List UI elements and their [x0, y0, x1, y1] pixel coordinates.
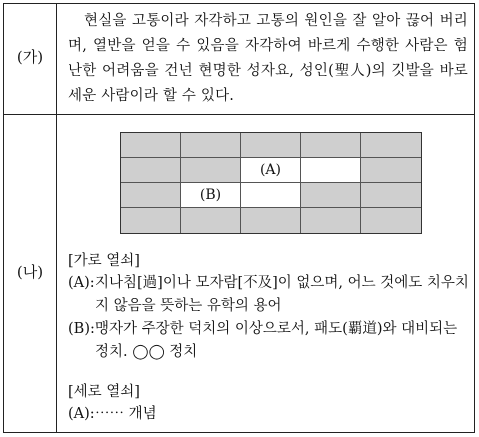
grid-cell-shaded	[241, 208, 301, 233]
grid-cell-shaded	[121, 183, 181, 208]
grid-cell-shaded	[361, 208, 421, 233]
label-column-divider	[56, 4, 57, 432]
clue-key: (A):	[68, 275, 95, 291]
down-clues-heading: [세로 열쇠]	[68, 384, 140, 400]
grid-cell-shaded	[121, 133, 181, 158]
passage-ga-text: 현실을 고통이라 자각하고 고통의 원인을 잘 알아 끊어 버리며, 열반을 얻을 수 있음을 자각하여 바르게 수행한 사람은 험난한 어려움을 건넌 현명한 성자요, 성인(聖人)의 깃발을 바로 세운 사람이라 할 수 있다.	[68, 13, 468, 104]
clue-text: 맹자가 주장한 덕치의 이상으로서, 패도(覇道)와 대비되는 정치. ◯◯ 정치	[95, 321, 458, 360]
table-frame	[3, 3, 475, 433]
grid-cell-blank: (A)	[241, 158, 301, 183]
grid-cell-shaded	[121, 208, 181, 233]
grid-cell-shaded	[241, 133, 301, 158]
clue-section	[68, 250, 473, 426]
grid-cell-shaded	[301, 133, 361, 158]
row-divider	[4, 114, 474, 115]
crossword-grid	[120, 132, 422, 234]
grid-cell-blank	[241, 183, 301, 208]
grid-cell-blank	[301, 158, 361, 183]
grid-cell-shaded	[121, 158, 181, 183]
down-clue-a	[68, 403, 473, 426]
row-label-na: (나)	[16, 263, 44, 281]
grid-cell-shaded	[181, 158, 241, 183]
clue-key: (A):	[68, 406, 95, 422]
grid-cell-shaded	[361, 133, 421, 158]
clue-key: (B):	[68, 321, 95, 337]
across-clue-a	[68, 272, 473, 318]
grid-cell-shaded	[181, 133, 241, 158]
clue-text: 지나침[過]이나 모자람[不及]이 없으며, 어느 것에도 치우치지 않음을 뜻하는 유학의 용어	[95, 275, 469, 314]
clue-text: ⋯⋯ 개념	[95, 406, 157, 422]
grid-cell-shaded	[361, 158, 421, 183]
grid-cell-blank: (B)	[181, 183, 241, 208]
grid-cell-shaded	[181, 208, 241, 233]
across-clues-heading: [가로 열쇠]	[68, 253, 140, 269]
grid-cell-shaded	[301, 208, 361, 233]
grid-cell-shaded	[301, 183, 361, 208]
passage-ga	[68, 9, 468, 109]
grid-cell-shaded	[361, 183, 421, 208]
row-label-ga: (가)	[16, 48, 44, 66]
across-clue-b	[68, 318, 473, 364]
